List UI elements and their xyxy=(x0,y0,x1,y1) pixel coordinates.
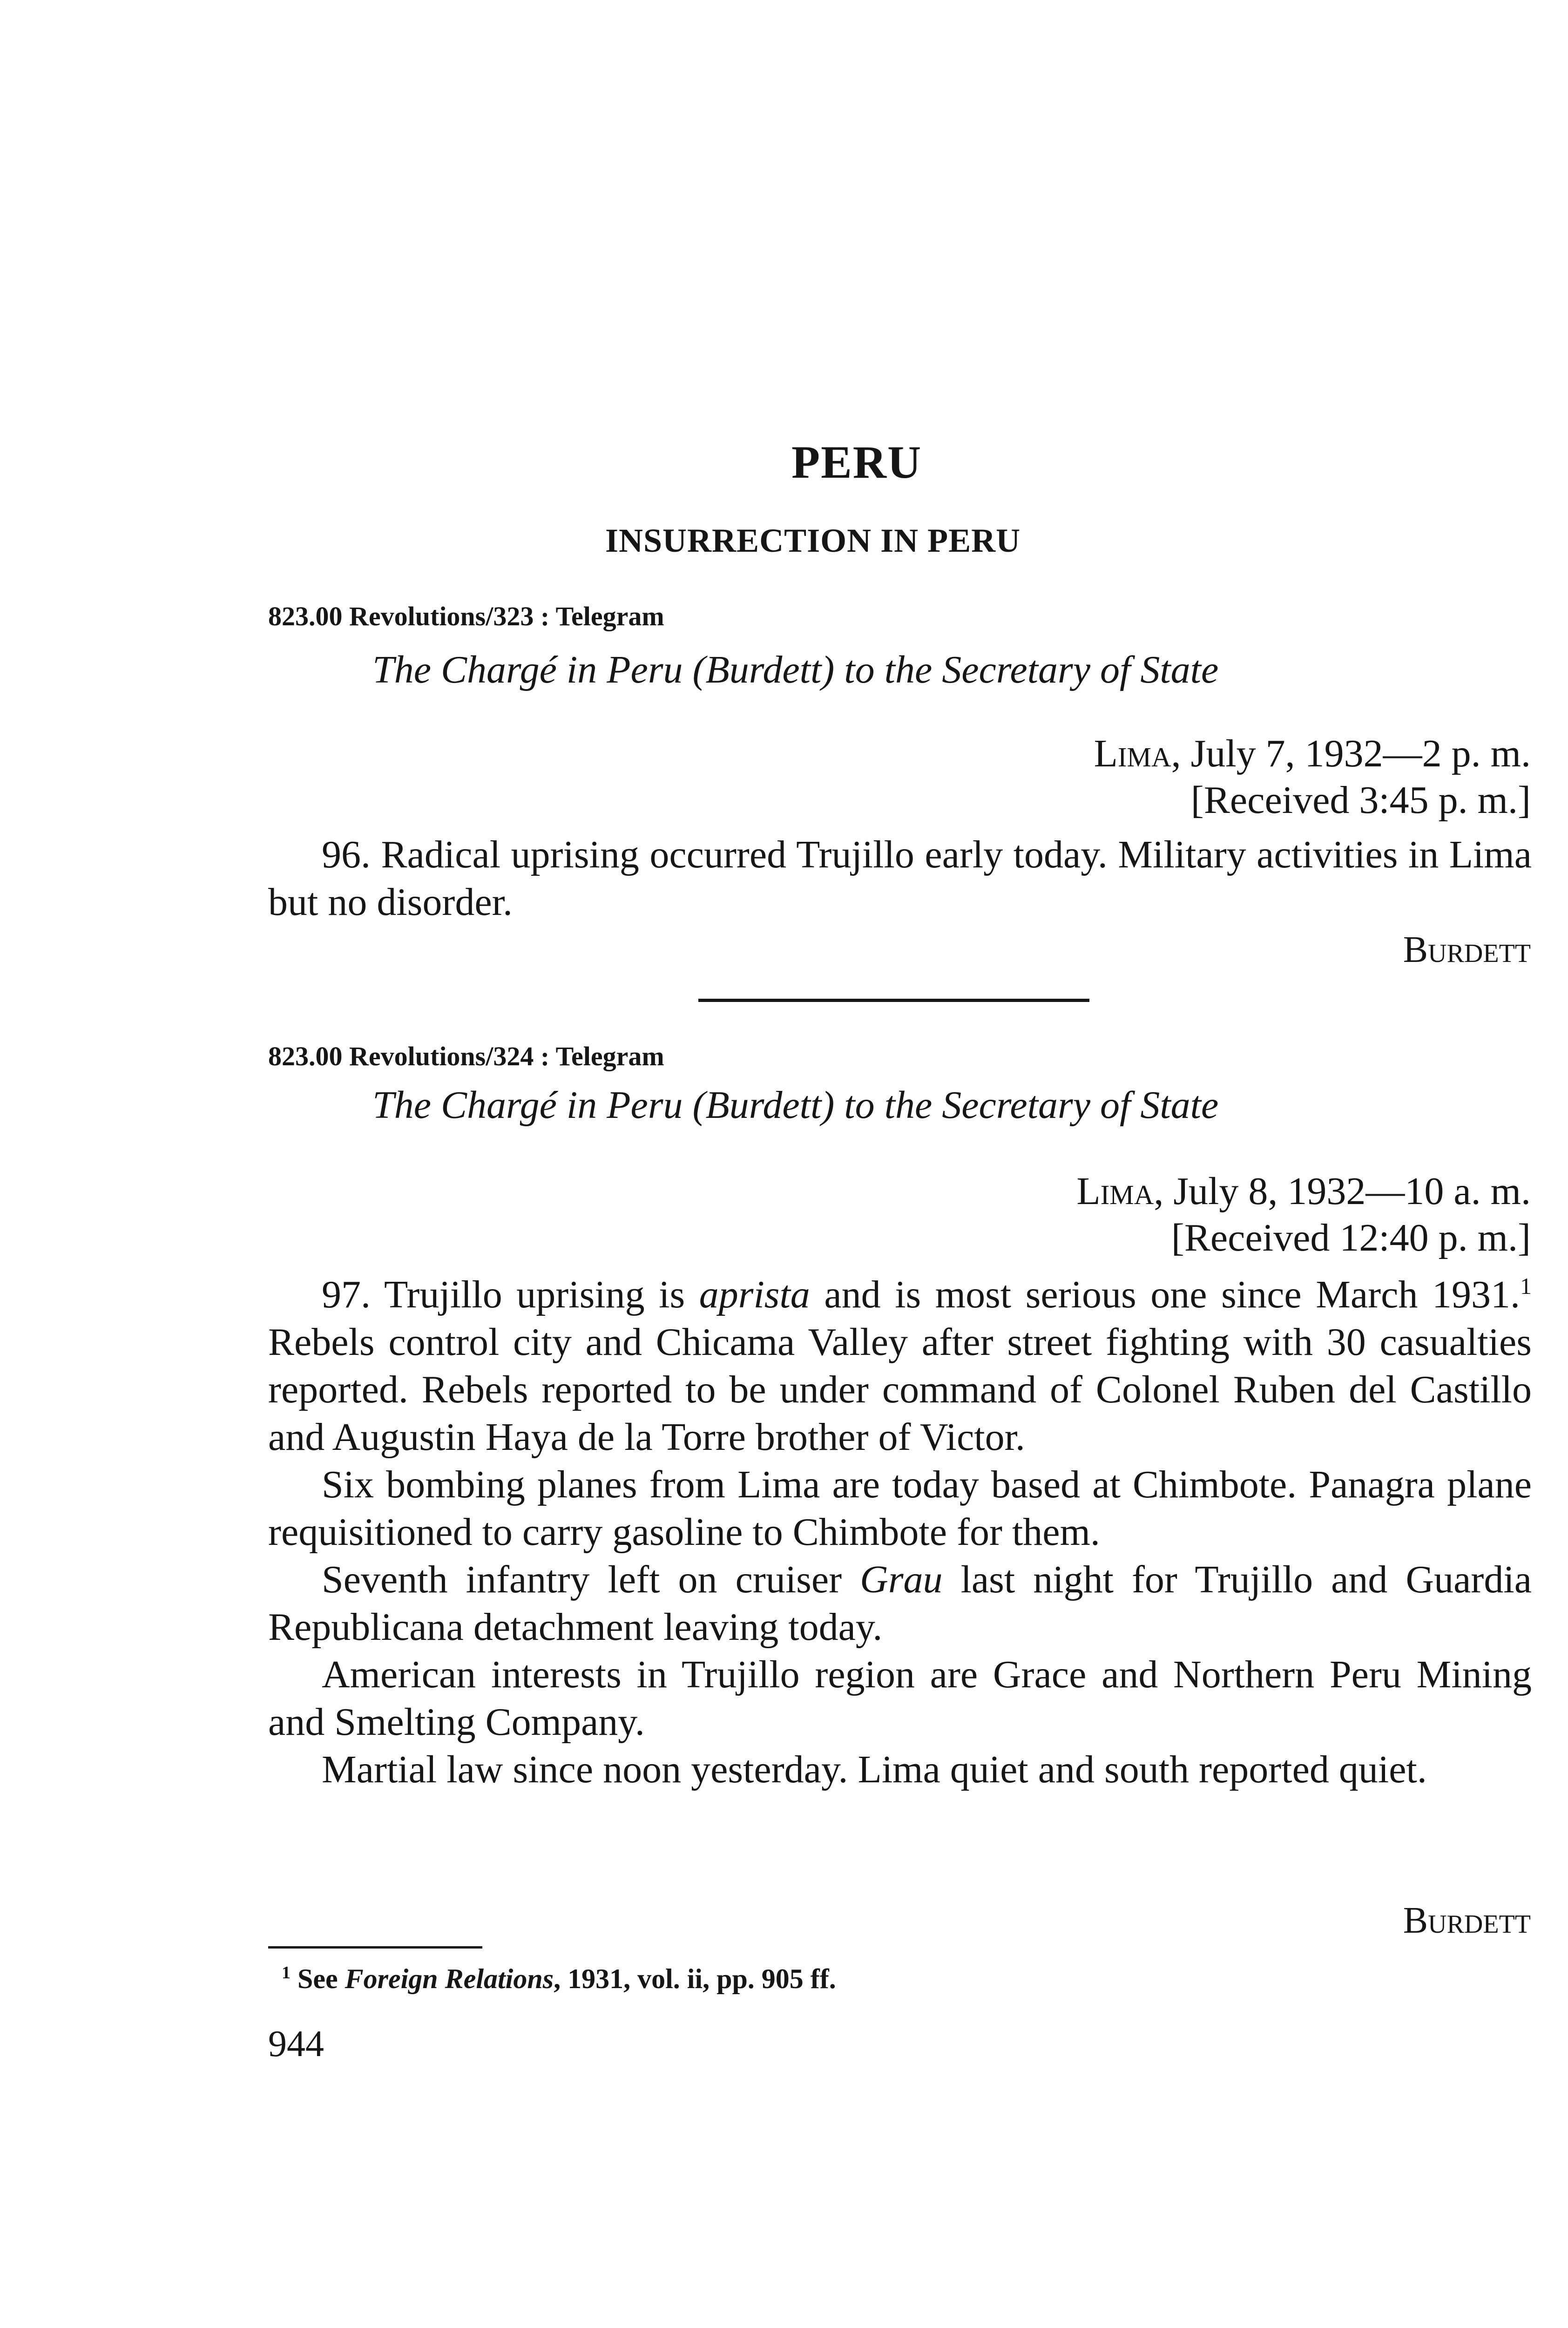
footnote-number: 1 xyxy=(282,1963,291,1983)
telegram-paragraph: Martial law since noon yesterday. Lima quiet and south reported quiet. xyxy=(322,1748,1427,1791)
received-line-1: [Received 3:45 p. m.] xyxy=(1190,778,1531,822)
telegram-heading-1: The Chargé in Peru (Burdett) to the Secretary of State xyxy=(372,648,1219,691)
telegram-body-2 xyxy=(268,1271,1532,1793)
emphasis-text: aprista xyxy=(699,1273,810,1316)
telegram-body-1 xyxy=(268,831,1532,926)
file-reference-2 xyxy=(268,1041,664,1072)
telegram-paragraph: Six bombing planes from Lima are today based at Chimbote. Panagra plane requisitioned to carry gasoline to Chimbote for them. xyxy=(268,1463,1532,1554)
paragraph-text: and is most serious one since March 1931. xyxy=(810,1273,1520,1316)
telegram-paragraph xyxy=(268,1271,1532,1461)
paragraph-text: Seventh infantry left on cruiser xyxy=(322,1558,860,1601)
emphasis-text: Grau xyxy=(860,1558,943,1601)
paragraph-text: 97. Trujillo uprising is xyxy=(322,1273,699,1316)
file-ref-type: : Telegram xyxy=(540,1041,664,1071)
paragraph-text: last night for Trujillo and Guardia Republicana detachment leaving today. xyxy=(268,1558,1532,1649)
dateline-date: , July 8, 1932—10 a. m. xyxy=(1154,1170,1531,1213)
telegram-paragraph: American interests in Trujillo region are Grace and Northern Peru Mining and Smelting Company. xyxy=(268,1653,1532,1744)
file-ref-number: 823.00 Revolutions/324 xyxy=(268,1041,534,1071)
dateline-2 xyxy=(786,1169,1531,1214)
file-reference-1 xyxy=(268,601,664,632)
file-ref-type: : Telegram xyxy=(540,601,664,631)
dateline-place: Lima xyxy=(1094,732,1171,775)
telegram-paragraph: 96. Radical uprising occurred Trujillo early today. Military activities in Lima but no disorder. xyxy=(268,833,1532,924)
dateline-place: Lima xyxy=(1076,1170,1154,1213)
dateline-date: , July 7, 1932—2 p. m. xyxy=(1171,732,1531,775)
page-title: PERU xyxy=(791,436,922,488)
signature-1: Burdett xyxy=(1403,929,1531,970)
received-line-2: [Received 12:40 p. m.] xyxy=(1171,1216,1531,1259)
paragraph-text: Rebels control city and Chicama Valley after street fighting with 30 casualties reported. Rebels reported to be under command of Colonel Ruben del Castillo and Augustin Haya de la Torre brother of Victor. xyxy=(268,1320,1532,1459)
telegram-paragraph xyxy=(268,1556,1532,1651)
footnote-emphasis: Foreign Relations xyxy=(345,1963,554,1994)
section-divider xyxy=(698,999,1089,1002)
footnote-divider xyxy=(268,1946,482,1949)
telegram-heading-2: The Chargé in Peru (Burdett) to the Secretary of State xyxy=(372,1083,1219,1127)
file-ref-number: 823.00 Revolutions/323 xyxy=(268,601,534,631)
dateline-1 xyxy=(786,731,1531,776)
footnote xyxy=(282,1963,836,1995)
footnote-marker: 1 xyxy=(1520,1273,1532,1299)
footnote-text: See xyxy=(291,1963,345,1994)
page-number: 944 xyxy=(268,2023,324,2064)
signature-2: Burdett xyxy=(1403,1900,1531,1941)
section-subtitle: INSURRECTION IN PERU xyxy=(605,522,1021,559)
footnote-text: , 1931, vol. ii, pp. 905 ff. xyxy=(554,1963,836,1994)
